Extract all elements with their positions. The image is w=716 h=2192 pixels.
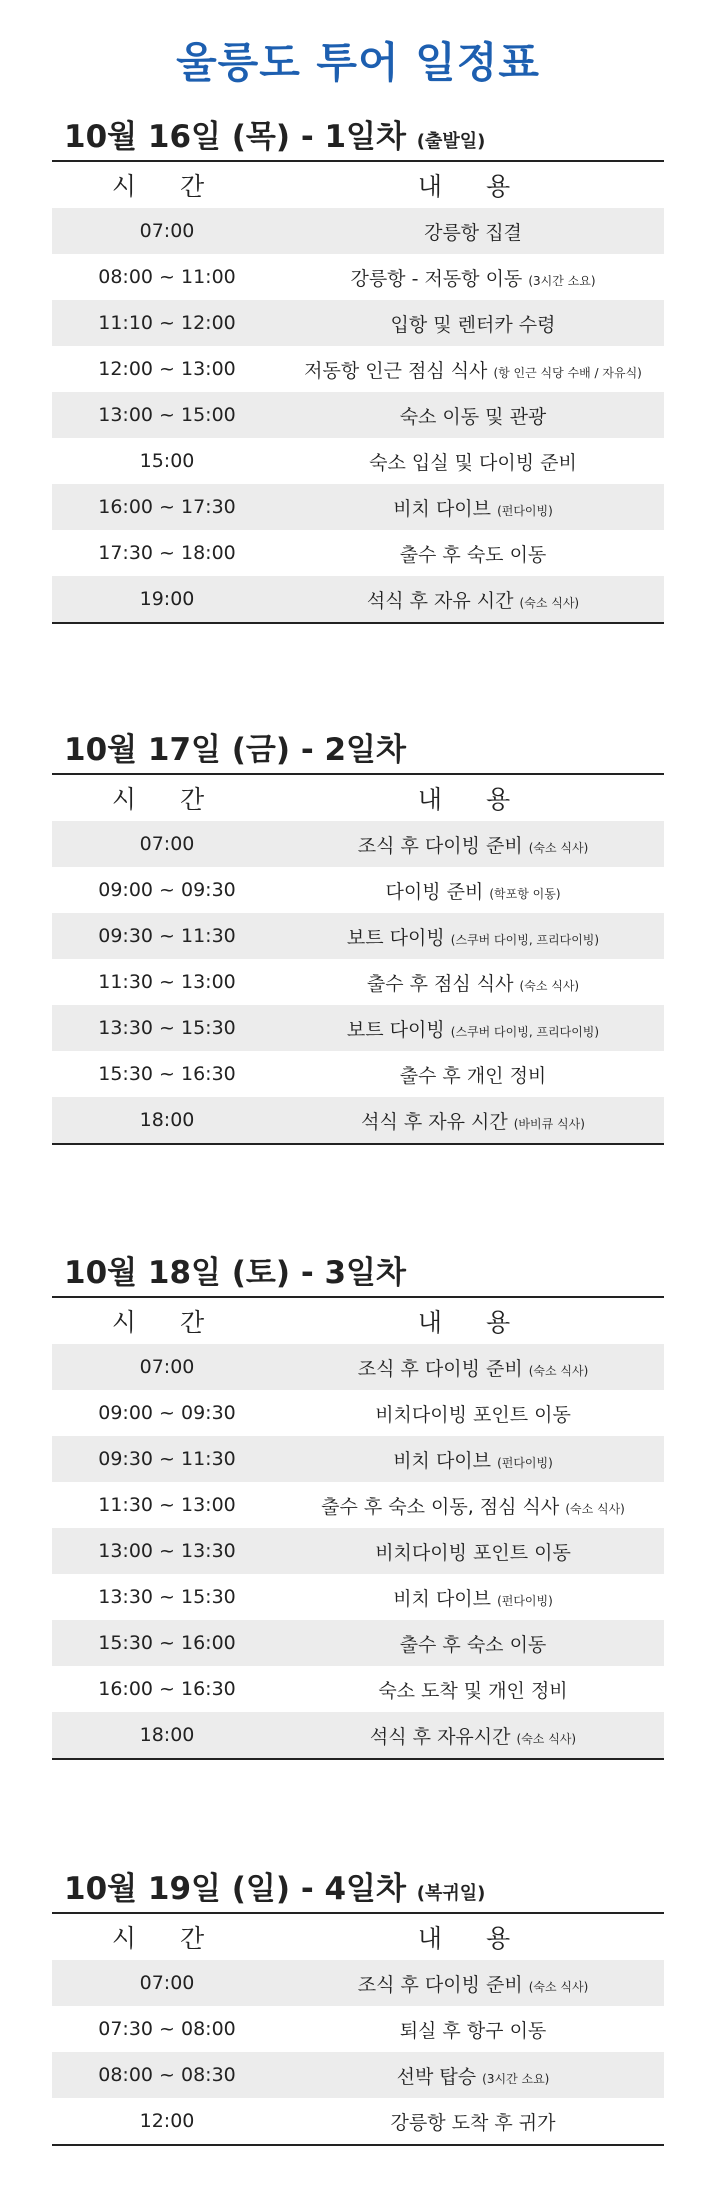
time-header: 시 간 [111, 785, 223, 814]
time-header: 시 간 [111, 1308, 223, 1337]
day-section [52, 114, 664, 624]
content-note: (항 인근 식당 수배 / 자유식) [493, 365, 642, 380]
content-text: 강릉항 - 저동항 이동 [350, 267, 523, 290]
time-cell: 07:30 ~ 08:00 [98, 2018, 236, 2040]
day-section [52, 1250, 664, 1760]
content-cell [282, 923, 664, 950]
content-cell [282, 1676, 664, 1703]
page-title: 울릉도 투어 일정표 [176, 38, 540, 87]
content-cell [282, 1061, 664, 1088]
content-cell [282, 2062, 664, 2089]
day-title-note: (출발일) [416, 131, 486, 152]
table-header-row [52, 775, 664, 821]
content-cell [282, 969, 664, 996]
table-row [52, 530, 664, 576]
content-text: 보트 다이빙 [346, 1018, 445, 1041]
content-cell [282, 586, 664, 613]
time-cell: 07:00 [139, 1356, 195, 1378]
day-title [64, 727, 664, 773]
time-cell: 08:00 ~ 08:30 [98, 2064, 236, 2086]
content-note: (숙소 식사) [528, 1363, 589, 1378]
table-row [52, 484, 664, 530]
content-cell [282, 831, 664, 858]
time-cell: 16:00 ~ 17:30 [98, 496, 236, 518]
content-text: 숙소 도착 및 개인 정비 [378, 1679, 568, 1702]
content-cell [282, 877, 664, 904]
time-cell: 07:00 [139, 220, 195, 242]
content-note: (숙소 식사) [519, 595, 580, 610]
content-cell [282, 1354, 664, 1381]
time-cell: 18:00 [139, 1724, 195, 1746]
time-cell: 19:00 [139, 588, 195, 610]
day-title [64, 1866, 664, 1912]
schedule-table [52, 1296, 664, 1760]
content-note: (학포항 이동) [489, 886, 561, 901]
content-cell [282, 1446, 664, 1473]
table-header-row [52, 1298, 664, 1344]
content-note: (펀다이빙) [497, 503, 553, 518]
time-cell: 11:10 ~ 12:00 [98, 312, 236, 334]
table-header-row [52, 162, 664, 208]
content-cell [282, 1015, 664, 1042]
table-row [52, 2006, 664, 2052]
time-cell: 07:00 [139, 1972, 195, 1994]
day-title-note: (복귀일) [416, 1883, 486, 1904]
content-cell [282, 1584, 664, 1611]
content-cell [282, 2108, 664, 2135]
content-cell [282, 1970, 664, 1997]
day-title-text: 10월 19일 (일) - 4일차 [64, 1871, 406, 1907]
day-title [64, 1250, 664, 1296]
content-text: 저동항 인근 점심 식사 [304, 359, 488, 382]
table-row [52, 1712, 664, 1758]
time-cell: 16:00 ~ 16:30 [98, 1678, 236, 1700]
content-note: (펀다이빙) [497, 1455, 553, 1470]
day-section [52, 1866, 664, 2146]
content-text: 다이빙 준비 [385, 880, 484, 903]
time-cell: 08:00 ~ 11:00 [98, 266, 236, 288]
content-cell [282, 310, 664, 337]
content-text: 출수 후 개인 정비 [399, 1064, 547, 1087]
content-cell [282, 1722, 664, 1749]
table-row [52, 1620, 664, 1666]
content-text: 퇴실 후 항구 이동 [399, 2019, 547, 2042]
table-row [52, 2052, 664, 2098]
content-text: 조식 후 다이빙 준비 [357, 1973, 523, 1996]
content-note: (숙소 식사) [528, 1979, 589, 1994]
time-cell: 17:30 ~ 18:00 [98, 542, 236, 564]
content-note: (숙소 식사) [516, 1731, 577, 1746]
schedule-table [52, 773, 664, 1145]
table-row [52, 959, 664, 1005]
day-title-text: 10월 18일 (토) - 3일차 [64, 1255, 406, 1291]
content-text: 숙소 이동 및 관광 [399, 405, 547, 428]
day-section [52, 727, 664, 1145]
day-title-text: 10월 17일 (금) - 2일차 [64, 732, 406, 768]
table-row [52, 1666, 664, 1712]
content-cell [282, 494, 664, 521]
content-note: (바비큐 식사) [513, 1116, 585, 1131]
content-cell [282, 356, 664, 383]
time-cell: 12:00 [139, 2110, 195, 2132]
time-cell: 09:30 ~ 11:30 [98, 925, 236, 947]
content-header: 내 용 [417, 1924, 529, 1953]
schedule-table [52, 1912, 664, 2146]
time-cell: 11:30 ~ 13:00 [98, 1494, 236, 1516]
table-row [52, 867, 664, 913]
content-cell [282, 448, 664, 475]
time-cell: 15:30 ~ 16:00 [98, 1632, 236, 1654]
content-text: 비치 다이브 [393, 497, 492, 520]
table-row [52, 1436, 664, 1482]
day-title-text: 10월 16일 (목) - 1일차 [64, 119, 406, 155]
table-row [52, 1390, 664, 1436]
table-row [52, 254, 664, 300]
time-cell: 13:30 ~ 15:30 [98, 1586, 236, 1608]
content-text: 비치다이빙 포인트 이동 [375, 1541, 571, 1564]
table-row [52, 1097, 664, 1143]
content-text: 비치 다이브 [393, 1449, 492, 1472]
table-row [52, 300, 664, 346]
content-text: 출수 후 점심 식사 [366, 972, 514, 995]
time-cell: 13:00 ~ 13:30 [98, 1540, 236, 1562]
content-note: (펀다이빙) [497, 1593, 553, 1608]
table-row [52, 1344, 664, 1390]
table-row [52, 392, 664, 438]
content-note: (3시간 소요) [528, 273, 596, 288]
day-title [64, 114, 664, 160]
content-cell [282, 218, 664, 245]
content-text: 조식 후 다이빙 준비 [357, 1357, 523, 1380]
time-cell: 18:00 [139, 1109, 195, 1131]
time-cell: 15:00 [139, 450, 195, 472]
time-cell: 11:30 ~ 13:00 [98, 971, 236, 993]
content-cell [282, 1400, 664, 1427]
time-cell: 13:30 ~ 15:30 [98, 1017, 236, 1039]
table-row [52, 1005, 664, 1051]
content-header: 내 용 [417, 172, 529, 201]
time-cell: 09:00 ~ 09:30 [98, 1402, 236, 1424]
content-text: 출수 후 숙소 이동 [399, 1633, 547, 1656]
content-note: (숙소 식사) [528, 840, 589, 855]
content-cell [282, 1630, 664, 1657]
time-header: 시 간 [111, 172, 223, 201]
content-cell [282, 2016, 664, 2043]
content-cell [282, 1492, 664, 1519]
table-header-row [52, 1914, 664, 1960]
content-text: 석식 후 자유 시간 [361, 1110, 508, 1133]
table-row [52, 576, 664, 622]
content-note: (스쿠버 다이빙, 프리다이빙) [450, 1024, 600, 1039]
content-text: 입항 및 렌터카 수령 [390, 313, 556, 336]
content-text: 비치다이빙 포인트 이동 [375, 1403, 571, 1426]
table-row [52, 1528, 664, 1574]
table-row [52, 821, 664, 867]
content-header: 내 용 [417, 785, 529, 814]
time-header: 시 간 [111, 1924, 223, 1953]
table-row [52, 438, 664, 484]
table-row [52, 208, 664, 254]
content-text: 조식 후 다이빙 준비 [357, 834, 523, 857]
time-cell: 09:30 ~ 11:30 [98, 1448, 236, 1470]
content-cell [282, 540, 664, 567]
schedule-table [52, 160, 664, 624]
content-text: 선박 탑승 [396, 2065, 477, 2088]
content-text: 숙소 입실 및 다이빙 준비 [369, 451, 577, 474]
content-text: 출수 후 숙소 이동, 점심 식사 [321, 1495, 560, 1518]
content-text: 출수 후 숙도 이동 [399, 543, 547, 566]
table-row [52, 2098, 664, 2144]
table-row [52, 1960, 664, 2006]
content-header: 내 용 [417, 1308, 529, 1337]
table-row [52, 913, 664, 959]
table-row [52, 1051, 664, 1097]
content-text: 비치 다이브 [393, 1587, 492, 1610]
content-text: 강릉항 도착 후 귀가 [390, 2111, 556, 2134]
content-text: 보트 다이빙 [346, 926, 445, 949]
content-text: 석식 후 자유 시간 [366, 589, 514, 612]
content-note: (숙소 식사) [519, 978, 580, 993]
time-cell: 13:00 ~ 15:00 [98, 404, 236, 426]
content-cell [282, 1107, 664, 1134]
table-row [52, 1574, 664, 1620]
time-cell: 07:00 [139, 833, 195, 855]
content-note: (3시간 소요) [482, 2071, 550, 2086]
table-row [52, 346, 664, 392]
content-cell [282, 264, 664, 291]
content-note: (스쿠버 다이빙, 프리다이빙) [450, 932, 600, 947]
content-note: (숙소 식사) [565, 1501, 625, 1516]
table-row [52, 1482, 664, 1528]
content-cell [282, 402, 664, 429]
time-cell: 12:00 ~ 13:00 [98, 358, 236, 380]
content-cell [282, 1538, 664, 1565]
content-text: 석식 후 자유시간 [369, 1725, 511, 1748]
content-text: 강릉항 집결 [424, 221, 522, 244]
time-cell: 15:30 ~ 16:30 [98, 1063, 236, 1085]
time-cell: 09:00 ~ 09:30 [98, 879, 236, 901]
